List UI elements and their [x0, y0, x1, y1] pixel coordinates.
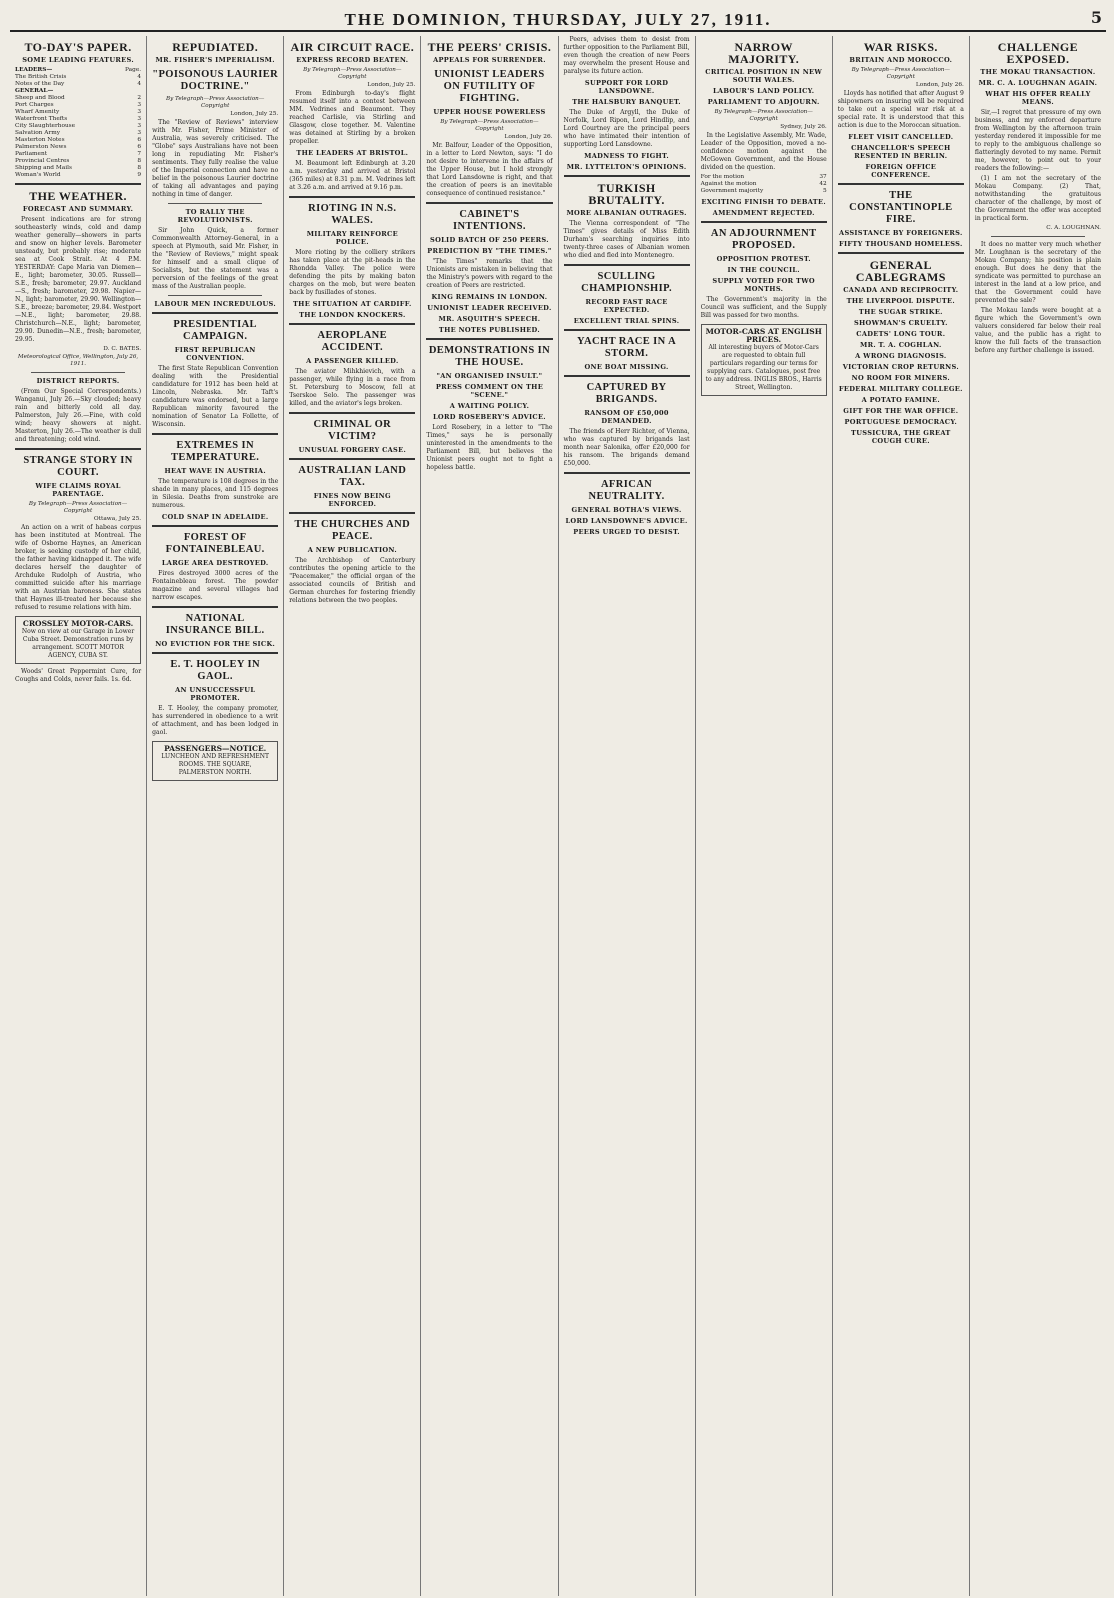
subhead: NO EVICTION FOR THE SICK.: [155, 640, 276, 648]
subhead: THE HALSBURY BANQUET.: [572, 98, 681, 106]
subhead: THE NOTES PUBLISHED.: [438, 326, 540, 334]
toc-row: Salvation Army 3: [15, 130, 142, 136]
division-row: Government majority 5: [700, 188, 827, 194]
headline-strange-story: STRANGE STORY IN COURT.: [23, 455, 133, 478]
advertisement: [701, 324, 827, 396]
subhead: ONE BOAT MISSING.: [584, 363, 669, 371]
headline-turkish: TURKISH BRUTALITY.: [588, 181, 665, 207]
divider: [152, 525, 278, 527]
headline-war-risks: WAR RISKS.: [863, 40, 938, 54]
subhead: FOREIGN OFFICE CONFERENCE.: [865, 163, 937, 179]
divider: [289, 512, 415, 514]
article-text: E. T. Hooley, the company promoter, has surrendered in obedience to a writ of attachment, and has been lodged in gaol.: [152, 705, 279, 736]
toc-row: GENERAL—: [15, 88, 54, 94]
subhead: HEAT WAVE IN AUSTRIA.: [164, 467, 266, 475]
article-text: From Edinburgh to-day's flight resumed itself into a contest between MM. Vedrines and Beaumont. They reached Carlisle, via Stirling and Glasgow, close together. M. Valentine was detained at Stirling by a broken propeller.: [289, 90, 416, 145]
article-text: The temperature is 108 degrees in the shade in many places, and 115 degrees in Silesia. Deaths from sunstroke are numerous.: [152, 478, 279, 509]
subhead: SOLID BATCH OF 250 PEERS.: [430, 236, 549, 244]
subhead: TO RALLY THE REVOLUTIONISTS.: [177, 208, 253, 224]
byline: By Telegraph—Press Association—Copyright: [851, 67, 951, 80]
divider: [701, 221, 827, 223]
article-text: The first State Republican Convention dealing with the Presidential candidature for 1912 has been held at Lincoln, Nebraska. Mr. Taft's candidature was endorsed, but a large Republican minority favoured the nomination of Senator La Follette, of Wisconsin.: [152, 365, 279, 428]
article-text: Peers, advises them to desist from further opposition to the Parliament Bill, even though the creation of new Peers may overwhelm the present House and paralyse its future action.: [563, 36, 690, 75]
toc-row: Waterfront Thefts 3: [15, 116, 142, 122]
subhead: KING REMAINS IN LONDON.: [431, 293, 548, 301]
headline-narrow-majority: NARROW MAJORITY.: [728, 40, 800, 66]
subhead: A WAITING POLICY.: [449, 402, 530, 410]
dateline: Ottawa, July 25.: [93, 516, 142, 522]
subhead: LABOUR'S LAND POLICY.: [712, 87, 815, 95]
toc-row: Port Charges 3: [15, 102, 142, 108]
divider: [426, 338, 552, 340]
weather-text: Present indications are for strong southeasterly winds, cold and damp weather generally—showers in parts and snow on higher levels. Barometer unsteady, but probably rise; moderate sea at Cook Strait. At 4 P.M. YESTERDAY: Cape Maria van Diemen—E., light; barometer, 30.05. Russell—S.E., fresh; barometer, 29.97. Auckland—S., fresh; barometer, 29.98. Napier—N., light; barometer, 29.90. Wellington—S.E., breeze; barometer, 29.84. Westport—N.E., light; barometer, 29.88. Christchurch—N.E., light; barometer, 29.90. Dunedin—N.E., fresh; barometer, 29.95.: [15, 216, 142, 343]
headline-laurier: "POISONOUS LAURIER DOCTRINE.": [152, 69, 279, 92]
toc-row: Provincial Centres 8: [15, 158, 142, 164]
headline-temperature: EXTREMES IN TEMPERATURE.: [171, 440, 260, 463]
story-text: An action on a writ of habeas corpus has been instituted at Montreal. The wife of Osborne Haynes, an American broker, is seeking custody of her child, the father having kidnapped it. The wife declares herself the daughter of Archduke Rudolph of Austria, who committed suicide after his marriage with an Austrian baroness. She states that Haynes ill-treated her because she refused to resume relations with him.: [15, 524, 142, 611]
subhead: CHANCELLOR'S SPEECH RESENTED IN BERLIN.: [851, 144, 951, 160]
headline-unionist: UNIONIST LEADERS ON FUTILITY OF FIGHTING.: [434, 69, 545, 104]
subhead: "AN ORGANISED INSULT.": [436, 372, 543, 380]
subhead: OPPOSITION PROTEST.: [716, 255, 811, 263]
subhead: UPPER HOUSE POWERLESS: [433, 108, 546, 116]
article-text: Sir,—I regret that pressure of my own business, and my enforced departure from Wellington by the afternoon train yesterday rendered it impossible for me to reply to the ambiguous challenge so flatteringly devoted to my name. Permit me, however, to point out to your readers the following:—: [974, 109, 1101, 172]
headline-land-tax: AUSTRALIAN LAND TAX.: [298, 465, 407, 488]
article-text: Lord Rosebery, in a letter to "The Times," says he is personally uninterested in the amendments to the Parliament Bill, but believes the Unionist peers ought not to fight a hopeless battle.: [426, 424, 553, 471]
article-text: The Archbishop of Canterbury contributes the opening article to the "Peacemaker," the official organ of the associated councils of British and German churches for fostering friendly relations between the two peoples.: [289, 557, 416, 604]
subhead: A WRONG DIAGNOSIS.: [855, 352, 947, 360]
article-text: The Government's majority in the Council was sufficient, and the Supply Bill was passed for two months.: [700, 296, 827, 319]
subhead: PORTUGUESE DEMOCRACY.: [844, 418, 958, 426]
signature: C. A. LOUGHNAN.: [1046, 225, 1101, 231]
divider: [152, 433, 278, 435]
subhead: UNIONIST LEADER RECEIVED.: [427, 304, 552, 312]
article-text: Fires destroyed 3000 acres of the Fontainebleau forest. The powder magazine and several villages had narrow escapes.: [152, 570, 279, 601]
article-text: Mr. Balfour, Leader of the Opposition, in a letter to Lord Newton, says: "I do not desire to intervene in the affairs of the Upper House, but I hold strongly that Lord Lansdowne is right, and that the creation of peers is an inevitable consequence of continued resistance.": [426, 142, 553, 197]
divider: [426, 202, 552, 204]
toc-row: Notes of the Day 4: [15, 81, 142, 87]
article-text: The Duke of Argyll, the Duke of Norfolk, Lord Ripon, Lord Hindlip, and Lord Courtney are the principal peers who have intimated their intention of supporting Lord Lansdowne.: [563, 109, 690, 148]
divider: [289, 323, 415, 325]
divider: [838, 252, 964, 254]
subhead: A POTATO FAMINE.: [861, 396, 940, 404]
subhead: MR. T. A. COGHLAN.: [859, 341, 942, 349]
subhead: PEERS URGED TO DESIST.: [573, 528, 680, 536]
subhead: UNUSUAL FORGERY CASE.: [298, 446, 407, 454]
subhead: MR. LYTTELTON'S OPINIONS.: [566, 163, 687, 171]
subhead: MORE ALBANIAN OUTRAGES.: [566, 209, 687, 217]
subhead: ASSISTANCE BY FOREIGNERS.: [839, 229, 963, 237]
ad-title: PASSENGERS—NOTICE.: [164, 744, 267, 753]
subhead: SUPPORT FOR LORD LANSDOWNE.: [584, 79, 669, 95]
subhead: MR. C. A. LOUGHNAN AGAIN.: [978, 79, 1098, 87]
article-text: More rioting by the colliery strikers has taken place at the pit-heads in the Rhondda Valley. The police were defending the pits by making baton charges on the mob, but were beaten back by fusillades of stones.: [289, 249, 416, 296]
toc-row: The British Crisis 4: [15, 74, 142, 80]
subhead: TUSSICURA, THE GREAT COUGH CURE.: [851, 429, 951, 445]
toc-row: City Slaughterhouse 3: [15, 123, 142, 129]
subhead: MADNESS TO FIGHT.: [584, 152, 669, 160]
subhead-district: DISTRICT REPORTS.: [36, 377, 120, 385]
headline-hooley: E. T. HOOLEY IN GAOL.: [170, 659, 260, 682]
toc-row: Sheep and Blood 2: [15, 95, 142, 101]
headline-repudiated: REPUDIATED.: [172, 40, 259, 54]
ad-title: MOTOR-CARS AT ENGLISH PRICES.: [705, 327, 822, 344]
dateline: London, July 26.: [504, 134, 553, 140]
subhead: A NEW PUBLICATION.: [307, 546, 397, 554]
headline-aeroplane: AEROPLANE ACCIDENT.: [317, 330, 388, 353]
subhead: BRITAIN AND MOROCCO.: [849, 56, 953, 64]
subhead: THE LIVERPOOL DISPUTE.: [846, 297, 955, 305]
subhead: CRITICAL POSITION IN NEW SOUTH WALES.: [705, 68, 823, 84]
byline: By Telegraph—Press Association—Copyright: [714, 109, 813, 122]
advertisement: [152, 741, 278, 781]
subhead: FLEET VISIT CANCELLED.: [848, 133, 954, 141]
advertisement: [15, 616, 141, 664]
subhead: RANSOM OF £50,000 DEMANDED.: [584, 409, 669, 425]
tail-text: Woods' Great Peppermint Cure, for Coughs and Colds, never fails. 1s. 6d.: [15, 668, 142, 683]
article-text: The friends of Herr Richter, of Vienna, who was captured by brigands last month near Salonika, offer £20,000 for his ransom. The brigands demand £50,000.: [563, 428, 690, 467]
article-text: Sir John Quick, a former Commonwealth Attorney-General, in a speech at Plymouth, said Mr. Fisher, in the "Review of Reviews," might speak for himself and a small clique of Socialists, but the statement was a perversion of the feelings of the great mass of the Australian people.: [152, 227, 279, 290]
column-6: [696, 36, 833, 1596]
columns: [10, 36, 1106, 1596]
subhead: IN THE COUNCIL.: [727, 266, 800, 274]
subhead: MR. ASQUITH'S SPEECH.: [438, 315, 541, 323]
headline-adjournment: AN ADJOURNMENT PROPOSED.: [710, 228, 817, 251]
ad-title: CROSSLEY MOTOR-CARS.: [22, 619, 134, 628]
divider: [564, 264, 690, 266]
toc-row: Shipping and Mails 8: [15, 165, 142, 171]
subhead: LORD LANSDOWNE'S ADVICE.: [565, 517, 688, 525]
headline-air-race: AIR CIRCUIT RACE.: [290, 40, 415, 54]
column-3: [284, 36, 421, 1596]
headline-sculling: SCULLING CHAMPIONSHIP.: [581, 271, 672, 294]
column-4: [421, 36, 558, 1596]
divider: [31, 372, 125, 373]
divider: [168, 203, 262, 204]
divider: [564, 329, 690, 331]
subhead: SHOWMAN'S CRUELTY.: [853, 319, 948, 327]
subhead: VICTORIAN CROP RETURNS.: [842, 363, 959, 371]
subhead: COLD SNAP IN ADELAIDE.: [161, 513, 269, 521]
divider: [168, 295, 262, 296]
subhead-royal: WIFE CLAIMS ROYAL PARENTAGE.: [35, 482, 121, 498]
subhead-forecast: FORECAST AND SUMMARY.: [22, 205, 134, 213]
column-1: [10, 36, 147, 1596]
subhead: WHAT HIS OFFER REALLY MEANS.: [985, 90, 1091, 106]
column-2: [147, 36, 284, 1596]
headline-todays-paper: TO-DAY'S PAPER.: [24, 40, 132, 54]
subhead: THE LONDON KNOCKERS.: [299, 311, 406, 319]
ad-text: All interesting buyers of Motor-Cars are requested to obtain full particulars regarding our terms for supplying cars. Catalogues, post free to any address. INGLIS BROS., Harris Street, Wellington.: [705, 344, 822, 391]
subhead: SUPPLY VOTED FOR TWO MONTHS.: [712, 277, 815, 293]
byline: By Telegraph—Press Association—Copyright: [165, 96, 265, 109]
subhead: LARGE AREA DESTROYED.: [161, 559, 269, 567]
divider: [15, 183, 141, 185]
subhead: EXCELLENT TRIAL SPINS.: [573, 317, 680, 325]
article-text: Lloyds has notified that after August 9 shipowners on insuring will be required to take out a special war risk at a special rate. It is understood that this action is due to the Moroccan situation.: [837, 90, 964, 129]
column-7: [833, 36, 970, 1596]
subhead: AMENDMENT REJECTED.: [712, 209, 815, 217]
subhead: LABOUR MEN INCREDULOUS.: [154, 300, 276, 308]
masthead-title: THE DOMINION, THURSDAY, JULY 27, 1911.: [344, 10, 772, 29]
column-5: [559, 36, 696, 1596]
article-text: "The Times" remarks that the Unionists are mistaken in believing that the Ministry's powers with regard to the creation of Peers are restricted.: [426, 258, 553, 289]
headline-peers-crisis: THE PEERS' CRISIS.: [427, 40, 552, 54]
divider: [838, 183, 964, 185]
subhead: FEDERAL MILITARY COLLEGE.: [838, 385, 963, 393]
subhead: CADETS' LONG TOUR.: [856, 330, 946, 338]
subhead: FIRST REPUBLICAN CONVENTION.: [174, 346, 256, 362]
masthead: [10, 6, 1106, 32]
toc-row: Palmerston News 6: [15, 144, 142, 150]
subhead: RECORD FAST RACE EXPECTED.: [585, 298, 668, 314]
division-row: Against the motion 42: [700, 181, 827, 187]
headline-african: AFRICAN NEUTRALITY.: [588, 479, 665, 502]
divider: [15, 448, 141, 450]
article-text: (1) I am not the secretary of the Mokau Company. (2) That, notwithstanding the gratuitous character of the challenge, by most of the Government the offer was accepted in practical form.: [974, 175, 1101, 222]
divider: [289, 458, 415, 460]
dateline: London, July 25.: [230, 111, 279, 117]
subhead: AN UNSUCCESSFUL PROMOTER.: [175, 686, 256, 702]
divider: [564, 472, 690, 474]
ad-text: Now on view at our Garage in Lower Cuba Street. Demonstration runs by arrangement. SCOTT MOTOR AGENCY, CUBA ST.: [21, 628, 135, 659]
toc-row: LEADERS— Page.: [15, 67, 142, 73]
divider: [289, 412, 415, 414]
headline-insurance: NATIONAL INSURANCE BILL.: [165, 613, 265, 636]
article-text: The "Review of Reviews" interview with Mr. Fisher, Prime Minister of Australia, was severely criticised. The "Globe" says Australians have not been long in repudiating Mr. Fisher's sentiments. They fully realise the value of the Imperial connection and have no belief in the poisonous Laurier doctrine of taking all advantages and paying nothing in time of danger.: [152, 119, 279, 198]
divider: [152, 312, 278, 314]
toc-row: Wharf Amenity 3: [15, 109, 142, 115]
dateline: London, July 26.: [915, 82, 964, 88]
district-text: (From Our Special Correspondents.) Wanganui, July 26.—Sky clouded; heavy rain and bitterly cold all day. Palmerston, July 26.—Fine, with cold wind; heavy showers at night. Masterton, July 26.—The weather is dull and threatening; cold wind.: [15, 388, 142, 443]
subhead: NO ROOM FOR MINERS.: [851, 374, 950, 382]
subhead: PARLIAMENT TO ADJOURN.: [707, 98, 820, 106]
subhead: FIFTY THOUSAND HOMELESS.: [839, 240, 963, 248]
headline-churches: THE CHURCHES AND PEACE.: [294, 519, 411, 542]
subhead: MR. FISHER'S IMPERIALISM.: [155, 56, 275, 64]
subhead: PRESS COMMENT ON THE "SCENE.": [435, 383, 544, 399]
article-text: The Vienna correspondent of "The Times" gives details of Miss Edith Durham's searching inquiries into twenty-three cases of Albanian women who died and fled into Montenegro.: [563, 220, 690, 259]
subhead: EXCITING FINISH TO DEBATE.: [701, 198, 826, 206]
divider: [152, 652, 278, 654]
subhead-features: SOME LEADING FEATURES.: [22, 56, 134, 64]
divider: [289, 196, 415, 198]
headline-yacht: YACHT RACE IN A STORM.: [577, 336, 677, 359]
headline-demonstrations: DEMONSTRATIONS IN THE HOUSE.: [428, 345, 551, 368]
byline: By Telegraph—Press Association—Copyright: [28, 501, 128, 514]
subhead: THE SUGAR STRIKE.: [858, 308, 943, 316]
headline-rioting: RIOTING IN N.S. WALES.: [308, 203, 397, 226]
article-text: It does no matter very much whether Mr. Loughnan is the secretary of the Mokau Company; his position is plain enough. But does he deny that the syndicate was permitted to purchase an interest in the land at a low price, and that the Government could have prevented the sale?: [974, 241, 1101, 304]
headline-cabinet: CABINET'S INTENTIONS.: [452, 209, 526, 232]
division-list: [701, 174, 827, 195]
subhead: PREDICTION BY "THE TIMES.": [427, 247, 552, 255]
toc-row: Woman's World 9: [15, 172, 142, 178]
division-row: For the motion 37: [700, 174, 827, 180]
divider: [564, 175, 690, 177]
divider: [152, 606, 278, 608]
subhead: THE LEADERS AT BRISTOL.: [296, 149, 409, 157]
ad-text: LUNCHEON AND REFRESHMENT ROOMS. THE SQUARE, PALMERSTON NORTH.: [161, 753, 269, 776]
dateline: London, July 25.: [367, 82, 416, 88]
headline-weather: THE WEATHER.: [29, 189, 127, 203]
divider: [564, 375, 690, 377]
headline-constantinople: THE CONSTANTINOPLE FIRE.: [849, 190, 953, 225]
column-8: [970, 36, 1106, 1596]
dateline: Sydney, July 26.: [780, 124, 827, 130]
subhead: APPEALS FOR SURRENDER.: [433, 56, 546, 64]
headline-presidential: PRESIDENTIAL CAMPAIGN.: [173, 319, 257, 342]
subhead: CANADA AND RECIPROCITY.: [843, 286, 959, 294]
byline: By Telegraph—Press Association—Copyright: [303, 67, 402, 80]
headline-criminal: CRIMINAL OR VICTIM?: [313, 419, 392, 442]
toc-row: Parliament 7: [15, 151, 142, 157]
toc-row: Masterton Notes 6: [15, 137, 142, 143]
contents-list: [15, 67, 141, 179]
headline-challenge: CHALLENGE EXPOSED.: [997, 40, 1079, 66]
headline-brigands: CAPTURED BY BRIGANDS.: [586, 382, 667, 405]
divider: [991, 236, 1085, 237]
subhead: FINES NOW BEING ENFORCED.: [313, 492, 391, 508]
headline-forest: FOREST OF FONTAINEBLEAU.: [165, 532, 265, 555]
article-text: The aviator Mihkhievich, with a passenger, while flying in a race from St. Petersburg to Moscow, fell at Tserskoe Selo. The passenger was killed, and the aviator's legs broken.: [289, 368, 416, 407]
subhead: THE MOKAU TRANSACTION.: [980, 68, 1096, 76]
article-text: M. Beaumont left Edinburgh at 3.20 a.m. yesterday and arrived at Bristol (365 miles) at 8.31 p.m. M. Vedrines left at 3.26 a.m. and arrived at 9.16 p.m.: [289, 160, 416, 191]
weather-office: Meteorological Office, Wellington, July 26, 1911.: [17, 354, 139, 367]
subhead: LORD ROSEBERY'S ADVICE.: [432, 413, 546, 421]
article-text: The Mokau lands were bought at a figure which the Government's own valuers considered far below their real value, and the public has a right to know the full facts of the transaction before any further challenge is issued.: [974, 307, 1101, 354]
subhead: A PASSENGER KILLED.: [306, 357, 399, 365]
subhead: GIFT FOR THE WAR OFFICE.: [843, 407, 959, 415]
article-text: In the Legislative Assembly, Mr. Wade, Leader of the Opposition, moved a no-confidence motion against the McGowen Government, and the House divided on the question.: [700, 132, 827, 171]
subhead: THE SITUATION AT CARDIFF.: [292, 300, 412, 308]
byline: By Telegraph—Press Association—Copyright: [440, 119, 539, 132]
headline-cablegrams: GENERAL CABLEGRAMS: [855, 258, 946, 284]
weather-sign: D. C. BATES.: [103, 346, 142, 352]
page-number: 5: [1090, 8, 1102, 27]
subhead: MILITARY REINFORCE POLICE.: [306, 230, 398, 246]
subhead: GENERAL BOTHA'S VIEWS.: [571, 506, 682, 514]
subhead: EXPRESS RECORD BEATEN.: [296, 56, 409, 64]
